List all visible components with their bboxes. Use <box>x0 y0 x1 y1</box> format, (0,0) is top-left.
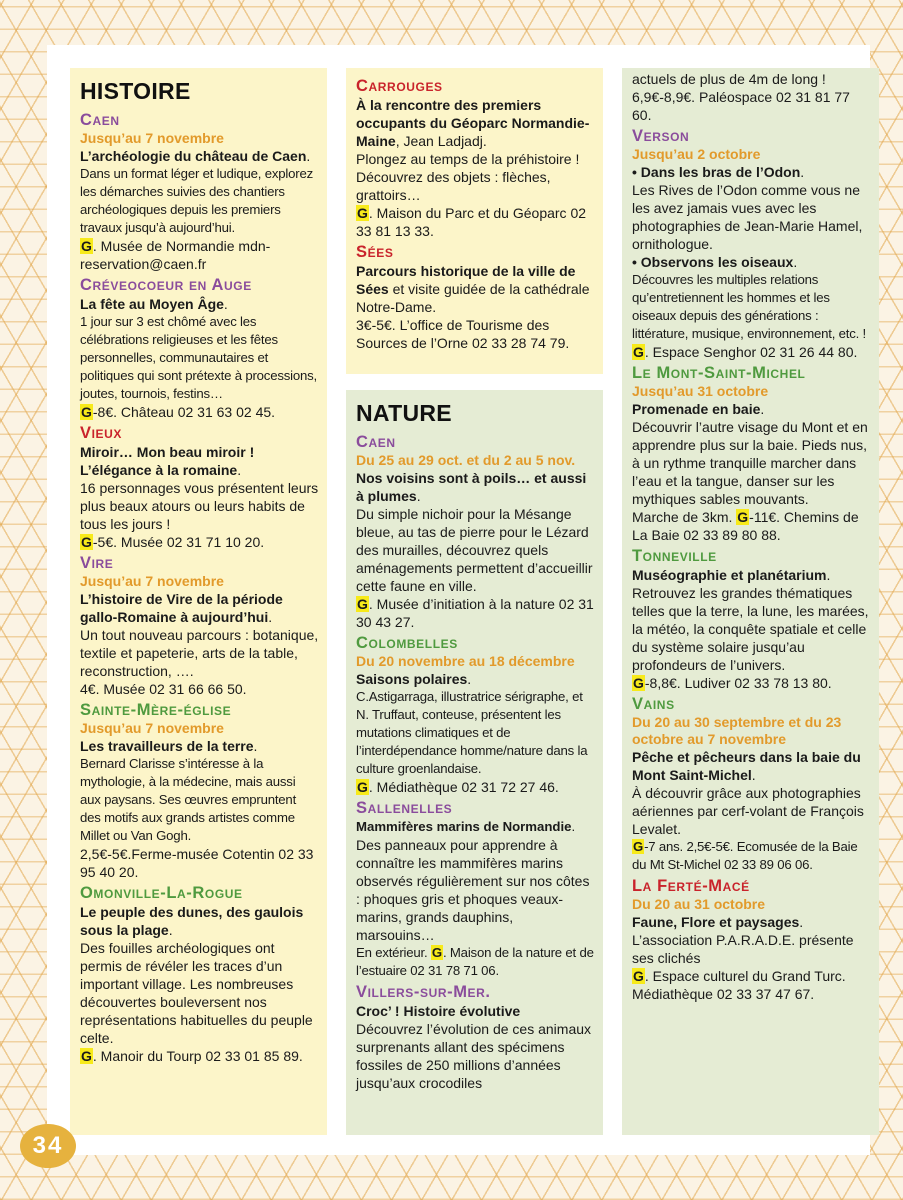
event-info: G. Maison du Parc et du Géoparc 02 33 81 13 33. <box>356 205 587 239</box>
event-title: Parcours historique de la ville de Sées et visite guidée de la cathédrale Notre-Dame. <box>356 263 590 315</box>
event-info: G. Espace culturel du Grand Turc. Médiathèque 02 33 37 47 67. <box>632 968 846 1002</box>
event-title: Nos voisins sont à poils… et aussi à plumes. <box>356 470 587 504</box>
g-badge: G <box>81 404 92 420</box>
event-title: Les travailleurs de la terre. <box>80 738 258 754</box>
event-info: G. Espace Senghor 02 31 26 44 80. <box>633 344 858 360</box>
event-description: Découvrir l’autre visage du Mont et en apprendre plus sur la baie. Pieds nus, à un rythme tranquille marcher dans l’eau et la tangue, danser sur les mythiques sables mouvants. <box>632 419 868 507</box>
event-mont-saint-michel <box>632 364 871 544</box>
event-date: Jusqu’au 7 novembre <box>80 720 224 736</box>
nature-column-2 <box>622 68 879 1135</box>
g-badge: G <box>737 509 749 525</box>
event-title: La fête au Moyen Âge. <box>80 296 228 312</box>
continued-text: actuels de plus de 4m de long ! 6,9€-8,9€. Paléospace 02 31 81 77 60. <box>632 71 850 123</box>
g-badge: G <box>431 945 442 960</box>
event-vire <box>80 554 319 698</box>
event-info: G. Musée de Normandie mdn-reservation@caen.fr <box>80 238 271 272</box>
page-number: 34 <box>20 1124 76 1168</box>
event-location: Omonville-La-Rogue <box>80 884 243 902</box>
g-badge: G <box>357 779 368 795</box>
event-info: En extérieur. G. Maison de la nature et de l’estuaire 02 31 78 71 06. <box>356 945 594 978</box>
event-info: 4€. Musée 02 31 66 66 50. <box>80 681 247 697</box>
event-info: G-8,8€. Ludiver 02 33 78 13 80. <box>633 675 832 691</box>
event-location: Tonneville <box>632 547 717 565</box>
event-location: La Ferté-Macé <box>632 877 750 895</box>
event-omonville <box>80 884 319 1065</box>
event-description-2: Découvres les multiples relations qu’entretiennent les hommes et les oiseaux depuis des générations : littérature, musique, environnement, etc. ! <box>632 272 867 341</box>
event-location: Le Mont-Saint-Michel <box>632 364 806 382</box>
event-info: G-5€. Musée 02 31 71 10 20. <box>81 534 265 550</box>
event-location: Villers-sur-Mer. <box>356 983 491 1001</box>
event-subtitle: • Observons les oiseaux. <box>632 254 798 270</box>
event-location: Caen <box>356 433 396 451</box>
section-title-nature: NATURE <box>356 400 452 426</box>
event-title: Saisons polaires. <box>356 671 472 687</box>
histoire-column <box>70 68 327 1135</box>
event-sainte-mere-eglise <box>80 701 319 881</box>
g-badge: G <box>357 205 368 221</box>
event-title: Mammifères marins de Normandie. <box>356 819 576 834</box>
event-title: • Dans les bras de l’Odon. <box>632 164 805 180</box>
event-title: L’histoire de Vire de la période gallo-Romaine à aujourd’hui. <box>80 591 283 625</box>
event-description: Découvrez l’évolution de ces animaux surprenants allant des spécimens fossiles de 250 millions d’années jusqu’aux crocodiles <box>356 1021 592 1091</box>
event-villers-sur-mer <box>356 983 595 1092</box>
event-description: L’association P.A.R.A.D.E. présente ses clichés <box>632 932 854 966</box>
event-description: Des panneaux pour apprendre à connaître les mammifères marins observés régulièrement sur nos côtes : phoques gris et phoques veaux-marins, grands dauphins, marsouins… <box>356 837 590 943</box>
event-title: Croc’ ! Histoire évolutive <box>356 1003 521 1019</box>
event-title: Pêche et pêcheurs dans la baie du Mont Saint-Michel. <box>632 749 861 783</box>
event-date: Jusqu’au 2 octobre <box>632 146 761 162</box>
event-info: G-7 ans. 2,5€-5€. Ecomusée de la Baie du Mt St-Michel 02 33 89 06 06. <box>632 839 858 872</box>
event-sees <box>356 243 595 352</box>
event-description: Un tout nouveau parcours : botanique, textile et papeterie, arts de la table, reconstruction, …. <box>80 627 319 679</box>
section-title-histoire: HISTOIRE <box>80 78 191 104</box>
event-location: Carrouges <box>356 77 443 95</box>
event-location: Sainte-Mère-église <box>80 701 232 719</box>
event-location: Sées <box>356 243 394 261</box>
event-carrouges <box>356 77 595 240</box>
event-location: Colombelles <box>356 634 458 652</box>
event-caen-histoire <box>80 111 319 273</box>
event-colombelles <box>356 634 595 796</box>
event-location: Créveocoeur en Auge <box>80 276 252 294</box>
event-title: L’archéologie du château de Caen. <box>80 148 311 164</box>
event-date: Du 20 au 31 octobre <box>632 896 766 912</box>
event-info: 3€-5€. L’office de Tourisme des Sources de l’Orne 02 33 28 74 79. <box>356 317 570 351</box>
g-badge: G <box>81 1048 92 1064</box>
event-description: C.Astigarraga, illustratrice sérigraphe, et N. Truffaut, conteuse, présentent les mutations climatiques et de l’interdépendance homme/nature dans la culture groenlandaise. <box>356 689 588 776</box>
event-info: Marche de 3km. G-11€. Chemins de La Baie 02 33 89 80 88. <box>632 509 859 543</box>
g-badge: G <box>81 238 92 254</box>
event-tonneville <box>632 547 871 692</box>
event-info: G. Médiathèque 02 31 72 27 46. <box>357 779 559 795</box>
event-info: G. Manoir du Tourp 02 33 01 85 89. <box>81 1048 303 1064</box>
event-description: Des fouilles archéologiques ont permis de révéler les traces d’un important village. Les nombreuses découvertes bouleversent nos représentations habituelles du peuple celte. <box>80 940 313 1046</box>
event-date: Du 25 au 29 oct. et du 2 au 5 nov. <box>356 452 576 468</box>
event-title: Muséographie et planétarium. <box>632 567 831 583</box>
event-date: Du 20 au 30 septembre et du 23 octobre au 7 novembre <box>632 714 842 747</box>
event-date: Jusqu’au 7 novembre <box>80 130 224 146</box>
event-info: 2,5€-5€.Ferme-musée Cotentin 02 33 95 40 20. <box>80 846 314 880</box>
event-caen-nature <box>356 433 595 631</box>
event-location: Vains <box>632 695 675 713</box>
event-description: Retrouvez les grandes thématiques telles que la terre, la lune, les marées, la météo, la conquête spatiale et celle du système solaire jusqu’au profondeurs de l’univers. <box>632 585 869 673</box>
g-badge: G <box>633 839 644 854</box>
event-date: Du 20 novembre au 18 décembre <box>356 653 575 669</box>
event-vains <box>632 695 871 874</box>
event-location: Vire <box>80 554 114 572</box>
event-description: 16 personnages vous présentent leurs plus beaux atours ou leurs habits de tous les jours ! <box>80 480 319 532</box>
event-location: Vieux <box>80 424 123 442</box>
event-title: Promenade en baie. <box>632 401 765 417</box>
event-info: G-8€. Château 02 31 63 02 45. <box>81 404 276 420</box>
event-la-ferte-mace <box>632 877 871 1003</box>
g-badge: G <box>357 596 368 612</box>
event-vieux <box>80 424 319 551</box>
event-title: À la rencontre des premiers occupants du Géoparc Normandie-Maine, Jean Ladjadj. <box>356 97 590 149</box>
event-description: Du simple nichoir pour la Mésange bleue, au tas de pierre pour le Lézard des murailles, découvrez quels aménagements permettent d’accueillir cette faune en ville. <box>356 506 593 594</box>
event-sallenelles <box>356 799 595 980</box>
g-badge: G <box>633 344 644 360</box>
g-badge: G <box>81 534 92 550</box>
g-badge: G <box>633 675 644 691</box>
event-description: Les Rives de l’Odon comme vous ne les avez jamais vues avec les photographies de Jean-Marie Hamel, ornithologue. <box>632 182 863 252</box>
g-badge: G <box>633 968 644 984</box>
event-title: Miroir… Mon beau miroir ! L’élégance à la romaine. <box>80 444 255 478</box>
event-location: Caen <box>80 111 120 129</box>
event-title: Faune, Flore et paysages. <box>632 914 804 930</box>
event-description: 1 jour sur 3 est chômé avec les célébrations religieuses et les fêtes personnelles, communautaires et politiques qui sont prétexte à processions, joutes, tournois, festins… <box>80 314 317 401</box>
event-info: G. Musée d’initiation à la nature 02 31 30 43 27. <box>356 596 594 630</box>
event-description: Bernard Clarisse s’intéresse à la mythologie, à la médecine, mais aussi aux paysans. Ses œuvres empruntent des motifs aux grands artistes comme Millet ou Van Gogh. <box>80 756 297 843</box>
event-description: Plongez au temps de la préhistoire ! Découvrez des objets : flèches, grattoirs… <box>356 151 580 203</box>
event-description: À découvrir grâce aux photographies aériennes par cerf-volant de François Levalet. <box>632 785 864 837</box>
nature-column <box>346 390 603 1135</box>
event-location: Sallenelles <box>356 799 453 817</box>
event-location: Verson <box>632 127 690 145</box>
event-date: Jusqu’au 7 novembre <box>80 573 224 589</box>
event-title: Le peuple des dunes, des gaulois sous la plage. <box>80 904 304 938</box>
event-creveocoeur <box>80 276 319 421</box>
event-verson <box>632 127 871 361</box>
event-description: Dans un format léger et ludique, explorez les démarches suivies des chantiers archéologiques depuis les premiers travaux jusqu’à aujourd’hui. <box>80 166 313 235</box>
event-date: Jusqu’au 31 octobre <box>632 383 769 399</box>
histoire-column-2 <box>346 68 603 374</box>
